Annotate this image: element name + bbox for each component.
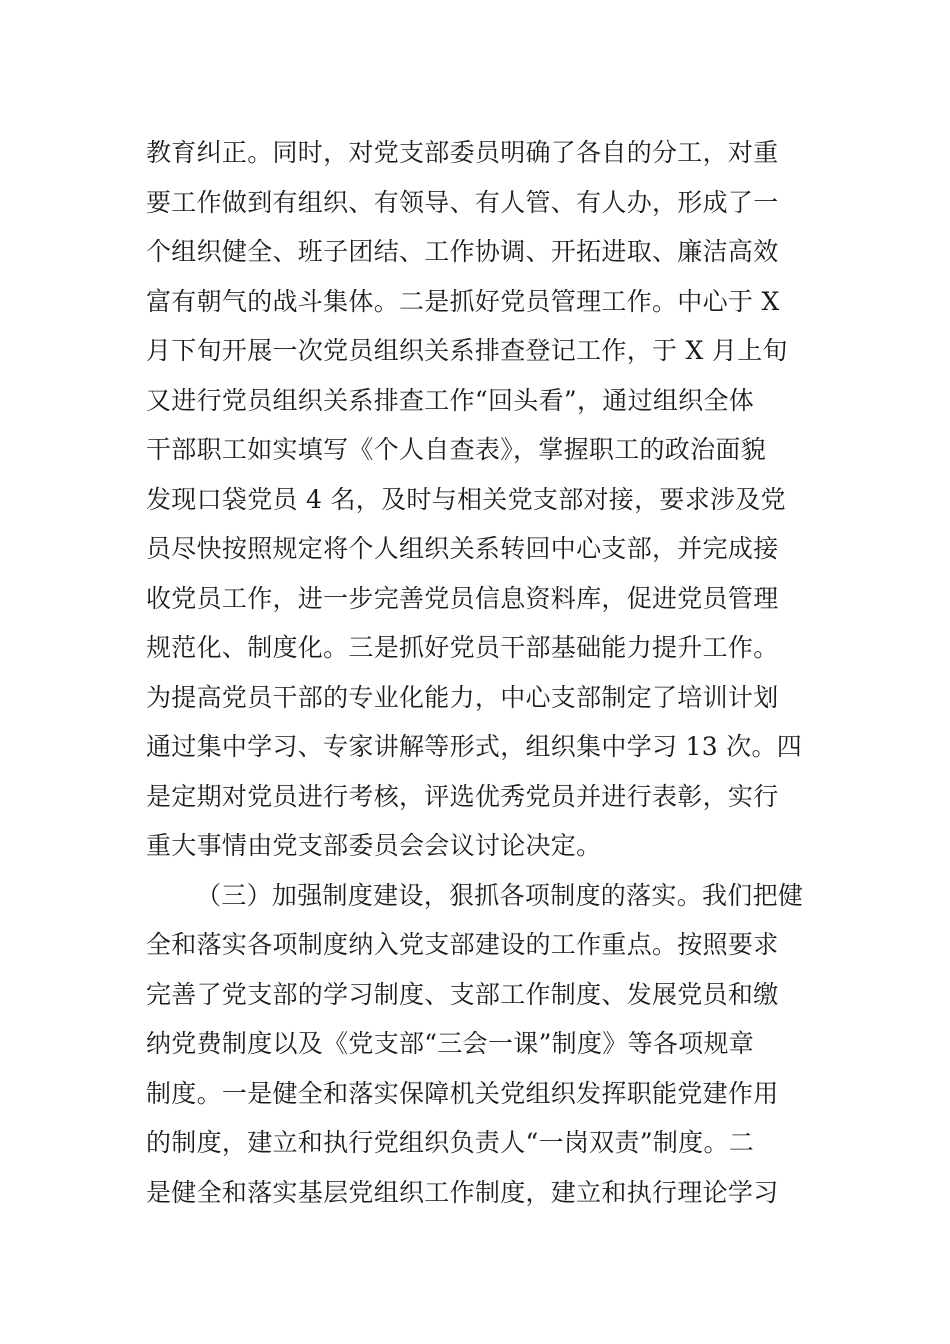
text-line: 富有朝气的战斗集体。二是抓好党员管理工作。中心于 X: [146, 286, 780, 316]
text-line: 要工作做到有组织、有领导、有人管、有人办，形成了一: [146, 187, 779, 217]
text-line: 收党员工作，进一步完善党员信息资料库，促进党员管理: [146, 583, 779, 613]
text-line: 发现口袋党员 4 名，及时与相关党支部对接，要求涉及党: [146, 484, 786, 514]
text-line: 全和落实各项制度纳入党支部建设的工作重点。按照要求: [146, 930, 779, 959]
text-line: 干部职工如实填写《个人自查表》，掌握职工的政治面貌: [146, 435, 767, 464]
text-line: 月下旬开展一次党员组织关系排查登记工作，于 X 月上旬: [146, 336, 788, 365]
text-line: 又进行党员组织关系排查工作“回头看”，通过组织全体: [146, 385, 755, 415]
text-line: 个组织健全、班子团结、工作协调、开拓进取、廉洁高效: [146, 237, 779, 266]
text-line: 为提高党员干部的专业化能力，中心支部制定了培训计划: [146, 682, 779, 712]
text-line: 完善了党支部的学习制度、支部工作制度、发展党员和缴: [146, 979, 779, 1009]
text-line: 是定期对党员进行考核，评选优秀党员并进行表彰，实行: [146, 781, 779, 811]
text-line: 是健全和落实基层党组织工作制度，建立和执行理论学习: [146, 1177, 779, 1207]
text-line: 教育纠正。同时，对党支部委员明确了各自的分工，对重: [146, 138, 779, 167]
section-heading-line: （三）加强制度建设，狠抓各项制度的落实。我们把健: [196, 880, 804, 910]
text-line: 通过集中学习、专家讲解等形式，组织集中学习 13 次。四: [146, 732, 803, 761]
text-line: 制度。一是健全和落实保障机关党组织发挥职能党建作用: [146, 1078, 779, 1108]
text-line: 纳党费制度以及《党支部“三会一课”制度》等各项规章: [146, 1029, 755, 1058]
text-line: 规范化、制度化。三是抓好党员干部基础能力提升工作。: [146, 633, 779, 662]
text-line: 员尽快按照规定将个人组织关系转回中心支部，并完成接: [146, 534, 779, 563]
body-text: [146, 128, 816, 1217]
text-line: 的制度，建立和执行党组织负责人“一岗双责”制度。二: [146, 1128, 755, 1157]
text-line: 重大事情由党支部委员会会议讨论决定。: [146, 831, 602, 860]
